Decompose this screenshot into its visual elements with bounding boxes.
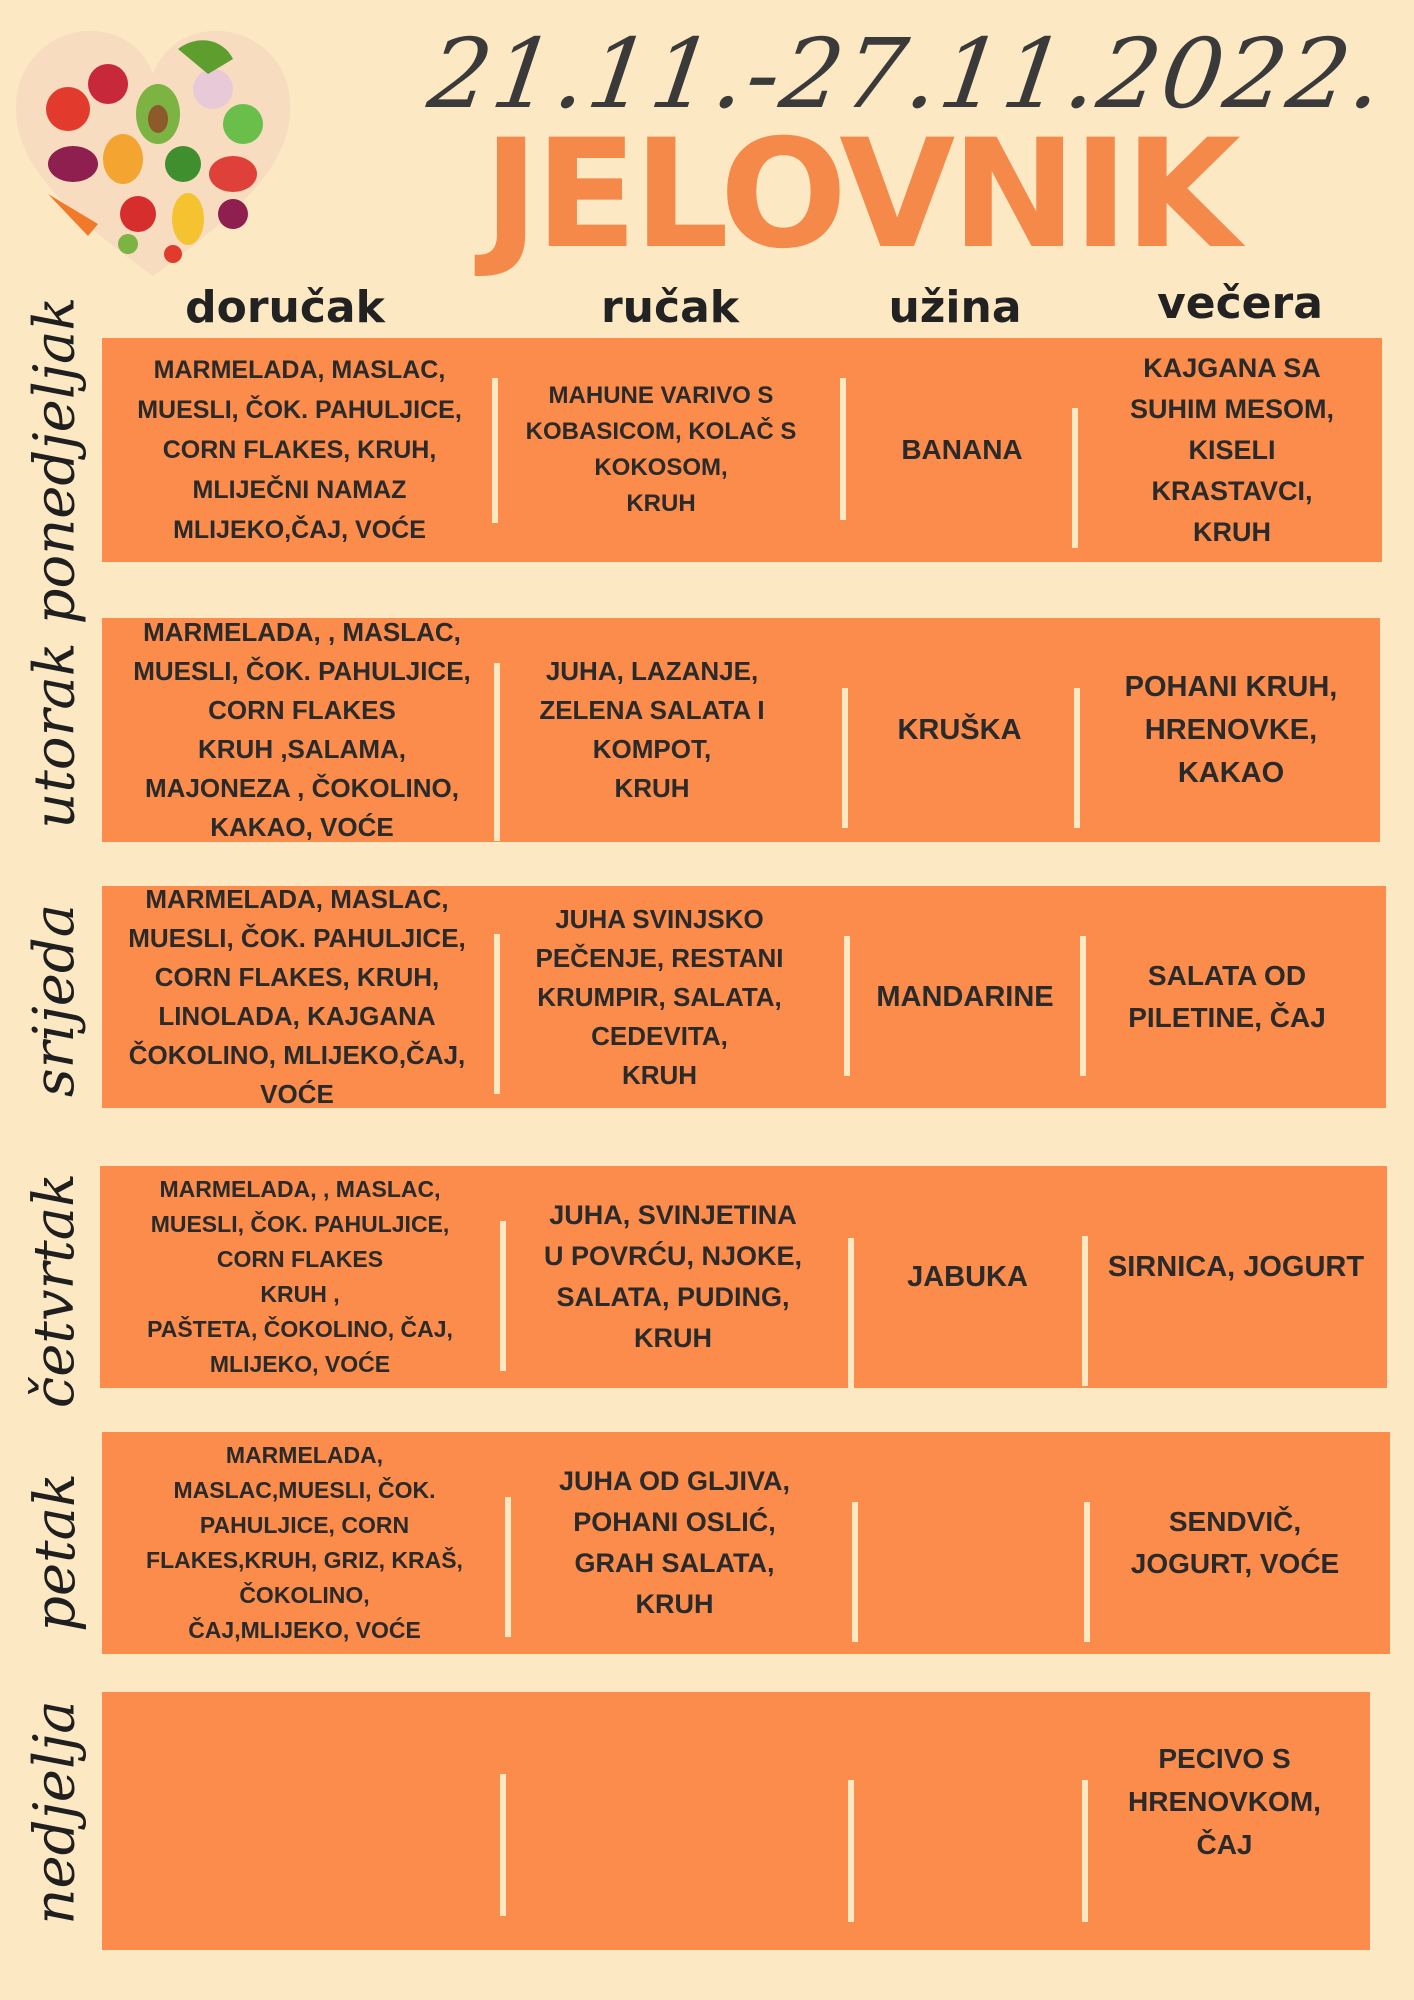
- cell-rucak: [507, 1692, 837, 1950]
- tomato-icon: [46, 87, 90, 131]
- cell-uzina: MANDARINE: [876, 980, 1054, 1013]
- divider: [500, 1774, 506, 1916]
- cell-vecera: POHANI KRUH, HRENOVKE, KAKAO: [1124, 670, 1338, 789]
- cell-dorucak: MARMELADA, MASLAC, MUESLI, ČOK. PAHULJICE, CORN FLAKES, KRUH, LINOLADA, KAJGANA ČOKOLINO, MLIJEKO,ČAJ, VOĆE: [128, 884, 466, 1109]
- menu-row-ponedjeljak: [102, 338, 1382, 562]
- cell-rucak: MAHUNE VARIVO S KOBASICOM, KOLAČ S KOKOSOM, KRUH: [525, 382, 797, 517]
- cell-dorucak: MARMELADA, MASLAC,MUESLI, ČOK. PAHULJICE, CORN FLAKES,KRUH, GRIZ, KRAŠ, ČOKOLINO, ČAJ,MLIJEKO, VOĆE: [146, 1442, 463, 1643]
- cell-uzina: [858, 1432, 1083, 1654]
- divider: [494, 663, 500, 841]
- beet-icon: [48, 146, 98, 182]
- divider: [492, 378, 498, 523]
- day-label-petak: petak: [22, 1472, 88, 1632]
- day-label-ponedjeljak: ponedjeljak: [22, 296, 88, 624]
- day-label-srijeda: srijeda: [22, 903, 88, 1097]
- cell-uzina: BANANA: [901, 434, 1023, 465]
- column-header-rucak: ručak: [600, 282, 740, 333]
- day-label-cetvrtak: četvrtak: [22, 1172, 88, 1408]
- divider: [1072, 408, 1078, 548]
- column-header-dorucak: doručak: [185, 282, 385, 333]
- cell-vecera: SENDVIČ, JOGURT, VOĆE: [1130, 1506, 1340, 1579]
- menu-row-cetvrtak: [100, 1166, 1387, 1388]
- cell-dorucak: MARMELADA, , MASLAC, MUESLI, ČOK. PAHULJICE, CORN FLAKES KRUH , PAŠTETA, ČOKOLINO, ČAJ, MLIJEKO, VOĆE: [147, 1176, 453, 1377]
- vegetable-heart-logo: [8, 14, 298, 282]
- cell-vecera: PECIVO S HRENOVKOM, ČAJ: [1128, 1742, 1321, 1860]
- column-header-vecera: večera: [1157, 278, 1323, 329]
- cell-dorucak: MARMELADA, MASLAC, MUESLI, ČOK. PAHULJICE, CORN FLAKES, KRUH, MLIJEČNI NAMAZ MLIJEKO,ČAJ, VOĆE: [137, 356, 462, 544]
- cell-rucak: JUHA SVINJSKO PEČENJE, RESTANI KRUMPIR, SALATA, CEDEVITA, KRUH: [535, 903, 784, 1090]
- day-label-nedjelja: nedjelja: [22, 1699, 88, 1925]
- divider: [505, 1497, 511, 1637]
- date-range: 21.11.-27.11.2022.: [422, 18, 1392, 130]
- menu-row-utorak: [102, 618, 1380, 842]
- divider: [840, 378, 846, 520]
- cell-dorucak: [102, 1692, 502, 1950]
- divider: [1080, 936, 1086, 1076]
- cell-vecera: SIRNICA, JOGURT: [1107, 1250, 1365, 1283]
- divider: [848, 1238, 854, 1388]
- menu-row-srijeda: [102, 886, 1386, 1108]
- menu-row-petak: [102, 1432, 1390, 1654]
- cell-uzina: KRUŠKA: [897, 713, 1022, 746]
- column-header-uzina: užina: [888, 282, 1022, 333]
- cell-dorucak: MARMELADA, , MASLAC, MUESLI, ČOK. PAHULJICE, CORN FLAKES KRUH ,SALAMA, MAJONEZA , ČOKOLINO, KAKAO, VOĆE: [133, 617, 471, 842]
- cell-vecera: KAJGANA SA SUHIM MESOM, KISELI KRASTAVCI, KRUH: [1129, 352, 1334, 547]
- page-title: JELOVNIK: [483, 108, 1237, 282]
- cell-uzina: [854, 1692, 1079, 1950]
- cell-rucak: JUHA, LAZANJE, ZELENA SALATA I KOMPOT, KRUH: [539, 656, 765, 803]
- cell-rucak: JUHA, SVINJETINA U POVRĆU, NJOKE, SALATA, PUDING, KRUH: [543, 1200, 803, 1353]
- cell-uzina: JABUKA: [907, 1260, 1028, 1293]
- divider: [494, 934, 500, 1094]
- divider: [1074, 688, 1080, 828]
- corn-icon: [172, 193, 204, 245]
- menu-row-nedjelja: [102, 1692, 1370, 1950]
- cell-vecera: SALATA OD PILETINE, ČAJ: [1128, 960, 1326, 1033]
- day-label-utorak: utorak: [22, 641, 88, 829]
- cell-rucak: JUHA OD GLJIVA, POHANI OSLIĆ, GRAH SALATA, KRUH: [558, 1466, 791, 1619]
- divider: [500, 1221, 506, 1371]
